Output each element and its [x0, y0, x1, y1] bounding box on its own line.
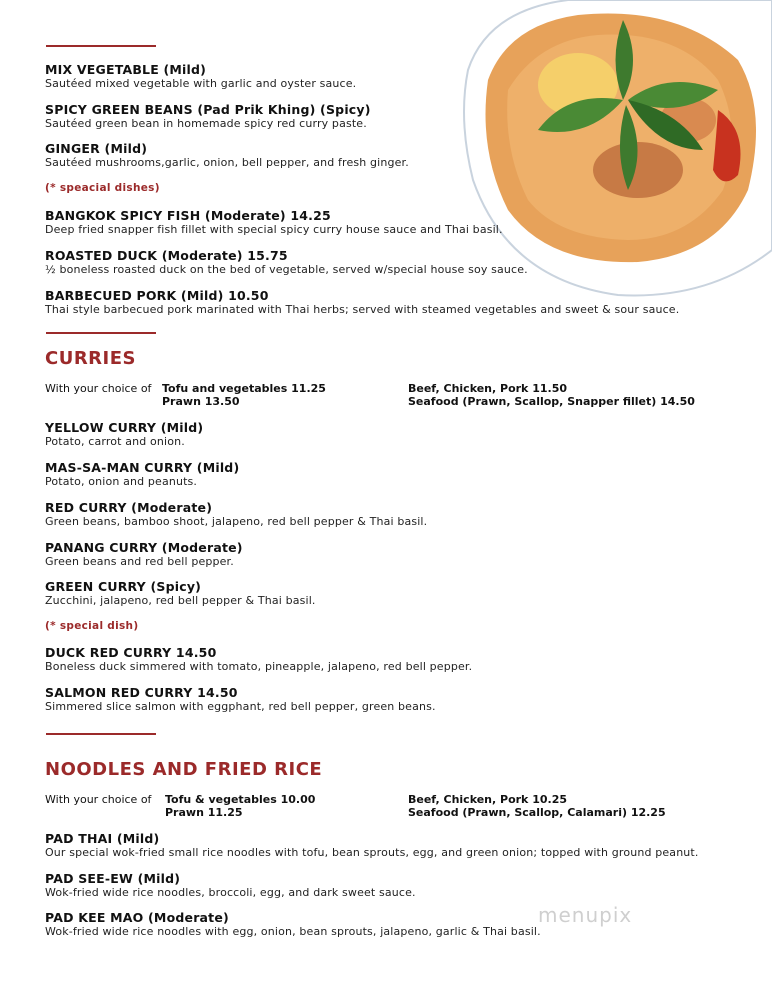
section-title-noodles: NOODLES AND FRIED RICE — [45, 759, 323, 780]
menu-item — [45, 685, 765, 714]
item-desc: Green beans and red bell pepper. — [45, 555, 234, 568]
item-name: PAD THAI (Mild) — [45, 831, 160, 846]
item-name: GREEN CURRY (Spicy) — [45, 579, 202, 594]
item-name: ROASTED DUCK (Moderate) 15.75 — [45, 248, 288, 263]
choice-intro: With your choice of — [45, 382, 152, 395]
item-name: YELLOW CURRY (Mild) — [45, 420, 204, 435]
item-name: BANGKOK SPICY FISH (Moderate) 14.25 — [45, 208, 331, 223]
choice-price — [162, 382, 326, 395]
item-name: PAD SEE-EW (Mild) — [45, 871, 181, 886]
item-name: MIX VEGETABLE (Mild) — [45, 62, 207, 77]
item-desc: Wok-fried wide rice noodles, broccoli, egg, and dark sweet sauce. — [45, 886, 416, 899]
section-divider — [46, 733, 156, 735]
item-name: SPICY GREEN BEANS (Pad Prik Khing) (Spicy) — [45, 102, 371, 117]
special-dish-label: (* special dish) — [45, 620, 139, 632]
choice-price — [408, 395, 695, 408]
item-desc: Boneless duck simmered with tomato, pineapple, jalapeno, red bell pepper. — [45, 660, 473, 673]
item-desc: Zucchini, jalapeno, red bell pepper & Thai basil. — [45, 594, 316, 607]
menu-item — [45, 208, 765, 237]
menu-item — [45, 141, 765, 170]
menu-item — [45, 871, 765, 900]
choice-label: Prawn 11.25 — [165, 806, 243, 819]
item-desc: Wok-fried wide rice noodles with egg, onion, bean sprouts, jalapeno, garlic & Thai basil. — [45, 925, 541, 938]
menu-item — [45, 288, 765, 317]
choice-price — [408, 793, 567, 806]
special-dishes-label: (* speacial dishes) — [45, 182, 160, 194]
section-title-curries: CURRIES — [45, 348, 137, 369]
item-desc: Sautéed green bean in homemade spicy red curry paste. — [45, 117, 367, 130]
item-desc: Our special wok-fried small rice noodles with tofu, bean sprouts, egg, and green onion; topped with ground peanut. — [45, 846, 699, 859]
menu-item — [45, 248, 765, 277]
item-name: DUCK RED CURRY 14.50 — [45, 645, 217, 660]
choice-label: Beef, Chicken, Pork 11.50 — [408, 382, 567, 395]
item-desc: Potato, onion and peanuts. — [45, 475, 198, 488]
choice-label: Seafood (Prawn, Scallop, Snapper fillet) 14.50 — [408, 395, 695, 408]
choice-label: Prawn 13.50 — [162, 395, 240, 408]
choice-price — [165, 793, 315, 806]
item-desc: Potato, carrot and onion. — [45, 435, 185, 448]
choice-price — [162, 395, 240, 408]
item-name: RED CURRY (Moderate) — [45, 500, 213, 515]
menu-item — [45, 460, 765, 489]
item-name: GINGER (Mild) — [45, 141, 148, 156]
menu-item — [45, 910, 765, 939]
menu-item — [45, 500, 765, 529]
item-desc: ½ boneless roasted duck on the bed of vegetable, served w/special house soy sauce. — [45, 263, 528, 276]
item-desc: Deep fried snapper fish fillet with special spicy curry house sauce and Thai basil. — [45, 223, 503, 236]
menu-item — [45, 102, 765, 131]
section-divider — [46, 332, 156, 334]
menu-item — [45, 420, 765, 449]
choice-label: Tofu and vegetables 11.25 — [162, 382, 326, 395]
item-desc: Thai style barbecued pork marinated with Thai herbs; served with steamed vegetables and sweet & sour sauce. — [45, 303, 680, 316]
choice-label: Beef, Chicken, Pork 10.25 — [408, 793, 567, 806]
item-desc: Sautéed mushrooms,garlic, onion, bell pepper, and fresh ginger. — [45, 156, 409, 169]
menu-item — [45, 645, 765, 674]
choice-price — [165, 806, 243, 819]
choice-intro: With your choice of — [45, 793, 152, 806]
item-name: BARBECUED PORK (Mild) 10.50 — [45, 288, 269, 303]
item-desc: Simmered slice salmon with eggphant, red bell pepper, green beans. — [45, 700, 436, 713]
choice-label: Seafood (Prawn, Scallop, Calamari) 12.25 — [408, 806, 666, 819]
item-name: PANANG CURRY (Moderate) — [45, 540, 243, 555]
choice-price — [408, 382, 567, 395]
choice-price — [408, 806, 666, 819]
menu-item — [45, 579, 765, 608]
watermark: menupix — [538, 903, 633, 927]
choice-label: Tofu & vegetables 10.00 — [165, 793, 316, 806]
section-divider — [46, 45, 156, 47]
menu-item — [45, 831, 765, 860]
item-name: SALMON RED CURRY 14.50 — [45, 685, 238, 700]
item-name: PAD KEE MAO (Moderate) — [45, 910, 229, 925]
item-desc: Sautéed mixed vegetable with garlic and oyster sauce. — [45, 77, 357, 90]
item-name: MAS-SA-MAN CURRY (Mild) — [45, 460, 240, 475]
menu-item — [45, 62, 765, 91]
item-desc: Green beans, bamboo shoot, jalapeno, red bell pepper & Thai basil. — [45, 515, 428, 528]
menu-item — [45, 540, 765, 569]
